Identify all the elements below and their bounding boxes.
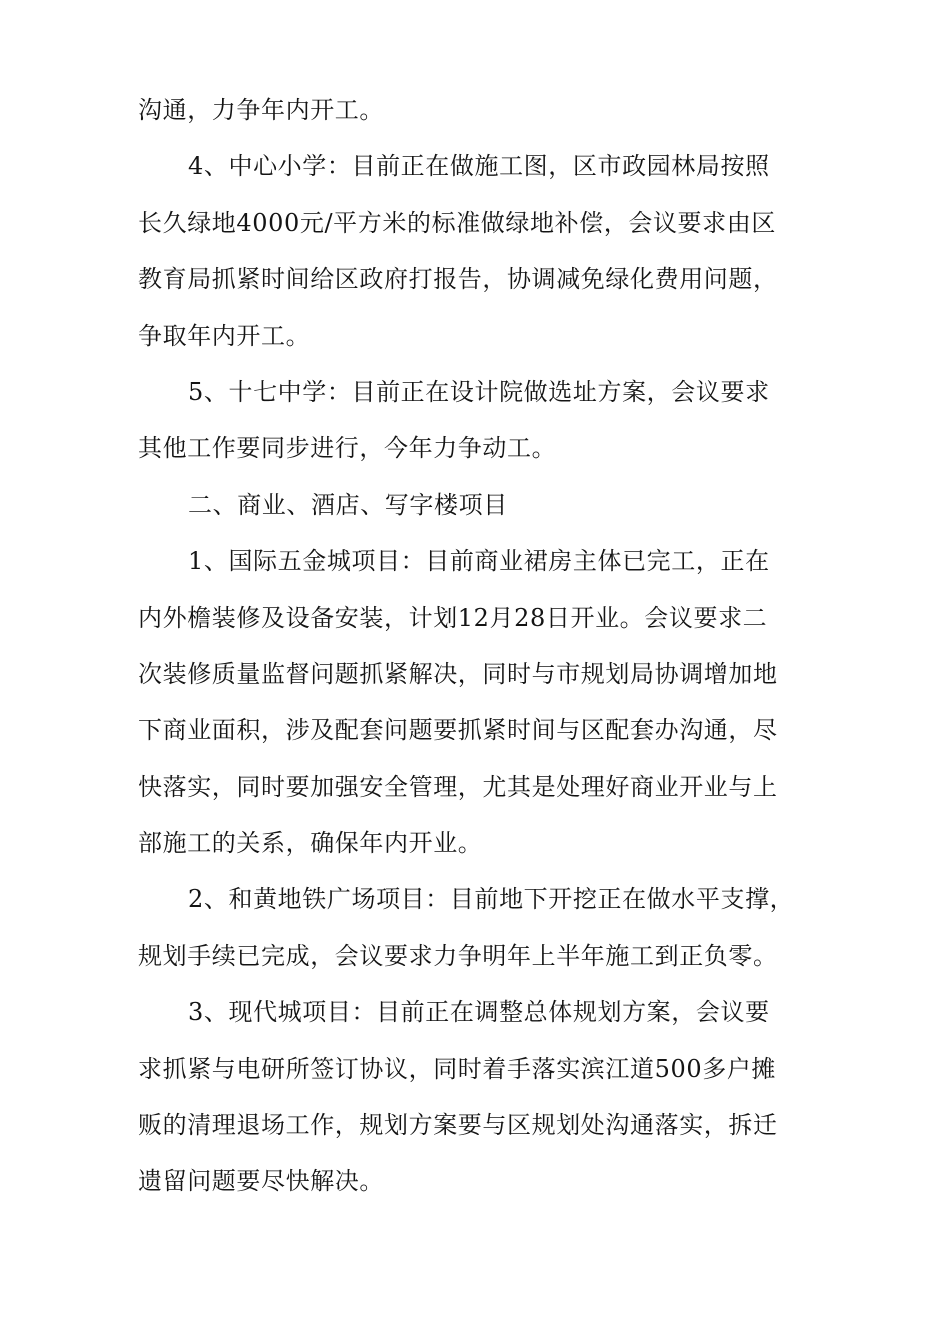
text-line: 2、和黄地铁广场项目：目前地下开挖正在做水平支撑， — [188, 885, 795, 914]
text-line: 规划手续已完成，会议要求力争明年上半年施工到正负零。 — [138, 941, 778, 970]
text-line: 次装修质量监督问题抓紧解决，同时与市规划局协调增加地 — [138, 659, 778, 688]
text-line: 遗留问题要尽快解决。 — [138, 1167, 384, 1196]
text-line: 争取年内开工。 — [138, 321, 311, 350]
text-line: 其他工作要同步进行，今年力争动工。 — [138, 434, 557, 463]
document-body — [138, 89, 810, 1217]
text-line: 求抓紧与电研所签订协议，同时着手落实滨江道500多户摊 — [138, 1054, 777, 1083]
text-line: 4、中心小学：目前正在做施工图，区市政园林局按照 — [188, 152, 770, 181]
text-line: 长久绿地4000元/平方米的标准做绿地补偿，会议要求由区 — [138, 208, 776, 237]
text-line: 下商业面积，涉及配套问题要抓紧时间与区配套办沟通，尽 — [138, 716, 778, 745]
section-heading: 二、商业、酒店、写字楼项目 — [188, 490, 508, 519]
text-line: 教育局抓紧时间给区政府打报告，协调减免绿化费用问题， — [138, 265, 778, 294]
text-line: 1、国际五金城项目：目前商业裙房主体已完工，正在 — [188, 547, 770, 576]
text-line: 3、现代城项目：目前正在调整总体规划方案，会议要 — [188, 998, 770, 1027]
text-line: 内外檐装修及设备安装，计划12月28日开业。会议要求二 — [138, 603, 768, 632]
text-line: 沟通，力争年内开工。 — [138, 96, 384, 124]
text-line: 快落实，同时要加强安全管理，尤其是处理好商业开业与上 — [138, 772, 778, 801]
text-line: 5、十七中学：目前正在设计院做选址方案，会议要求 — [188, 377, 770, 406]
text-line: 部施工的关系，确保年内开业。 — [138, 829, 483, 858]
text-line: 贩的清理退场工作，规划方案要与区规划处沟通落实，拆迁 — [138, 1111, 778, 1140]
